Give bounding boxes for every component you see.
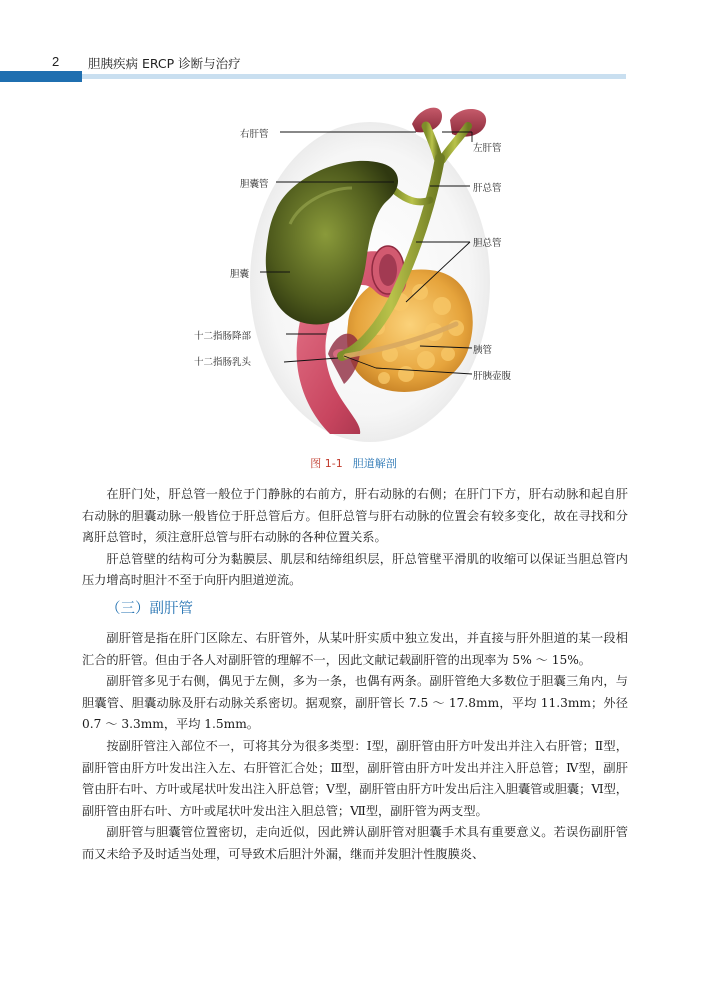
label-gallbladder: 胆囊 bbox=[230, 269, 250, 280]
paragraph-5: 按副肝管注入部位不一，可将其分为很多类型：Ⅰ型，副肝管由肝方叶发出并注入右肝管；Ⅱ型，副肝管由肝方叶发出注入左、右肝管汇合处；Ⅲ型，副肝管由肝方叶发出并注入肝总管；Ⅳ型，副肝管由肝右叶、方叶或尾状叶发出注入肝总管；Ⅴ型，副肝管由肝方叶发出后注入胆囊管或胆囊；Ⅵ型，副肝管由肝右叶、方叶或尾状叶发出注入胆总管；Ⅶ型，副肝管为两支型。 bbox=[82, 738, 628, 818]
page-number: 2 bbox=[52, 54, 60, 69]
section-title: （三）副肝管 bbox=[106, 600, 193, 617]
body-text bbox=[82, 484, 628, 866]
caption-title: 胆道解剖 bbox=[352, 457, 397, 470]
page-header bbox=[0, 0, 707, 84]
paragraph-6: 副肝管与胆囊管位置密切，走向近似，因此辨认副肝管对胆囊手术具有重要意义。若误伤副肝管而又未给予及时适当处理，可导致术后胆汁外漏，继而并发胆汁性腹膜炎、 bbox=[82, 825, 628, 861]
label-common-hepatic-duct: 肝总管 bbox=[473, 183, 502, 194]
paragraph-3: 副肝管是指在肝门区除左、右肝管外，从某叶肝实质中独立发出，并直接与肝外胆道的某一段相汇合的肝管。但由于各人对副肝管的理解不一，因此文献记载副肝管的出现率为 5% ～ 15%。 bbox=[82, 630, 628, 667]
label-right-hepatic-duct: 右肝管 bbox=[240, 129, 269, 140]
label-common-bile-duct: 胆总管 bbox=[473, 238, 502, 249]
label-pancreatic-duct: 胰管 bbox=[473, 345, 493, 356]
label-cystic-duct: 胆囊管 bbox=[240, 179, 269, 190]
label-descending-duodenum: 十二指肠降部 bbox=[194, 331, 252, 342]
label-duodenal-papilla: 十二指肠乳头 bbox=[194, 357, 252, 368]
anatomy-figure bbox=[180, 92, 540, 447]
label-left-hepatic-duct: 左肝管 bbox=[473, 143, 502, 154]
paragraph-4: 副肝管多见于右侧，偶见于左侧，多为一条，也偶有两条。副肝管绝大多数位于胆囊三角内，与胆囊管、胆囊动脉及肝右动脉关系密切。据观察，副肝管长 7.5 ～ 17.8mm，平均 11.3mm；外径 0.7 ～ 3.3mm，平均 1.5mm。 bbox=[82, 674, 628, 732]
caption-number: 图 1-1 bbox=[310, 457, 343, 470]
header-rule bbox=[82, 74, 626, 79]
paragraph-2: 肝总管壁的结构可分为黏膜层、肌层和结缔组织层，肝总管壁平滑肌的收缩可以保证当胆总管内压力增高时胆汁不至于向肝内胆道逆流。 bbox=[82, 551, 628, 588]
paragraph-1: 在肝门处，肝总管一般位于门静脉的右前方，肝右动脉的右侧；在肝门下方，肝右动脉和起自肝右动脉的胆囊动脉一般皆位于肝总管后方。但肝总管与肝右动脉的位置会有较多变化，故在寻找和分离肝总管时，须注意肝总管与肝右动脉的各种位置关系。 bbox=[82, 487, 628, 545]
figure-caption bbox=[0, 455, 707, 471]
running-title: 胆胰疾病 ERCP 诊断与治疗 bbox=[88, 56, 241, 71]
header-accent-bar bbox=[0, 71, 82, 82]
label-ampulla: 肝胰壶腹 bbox=[473, 371, 512, 382]
